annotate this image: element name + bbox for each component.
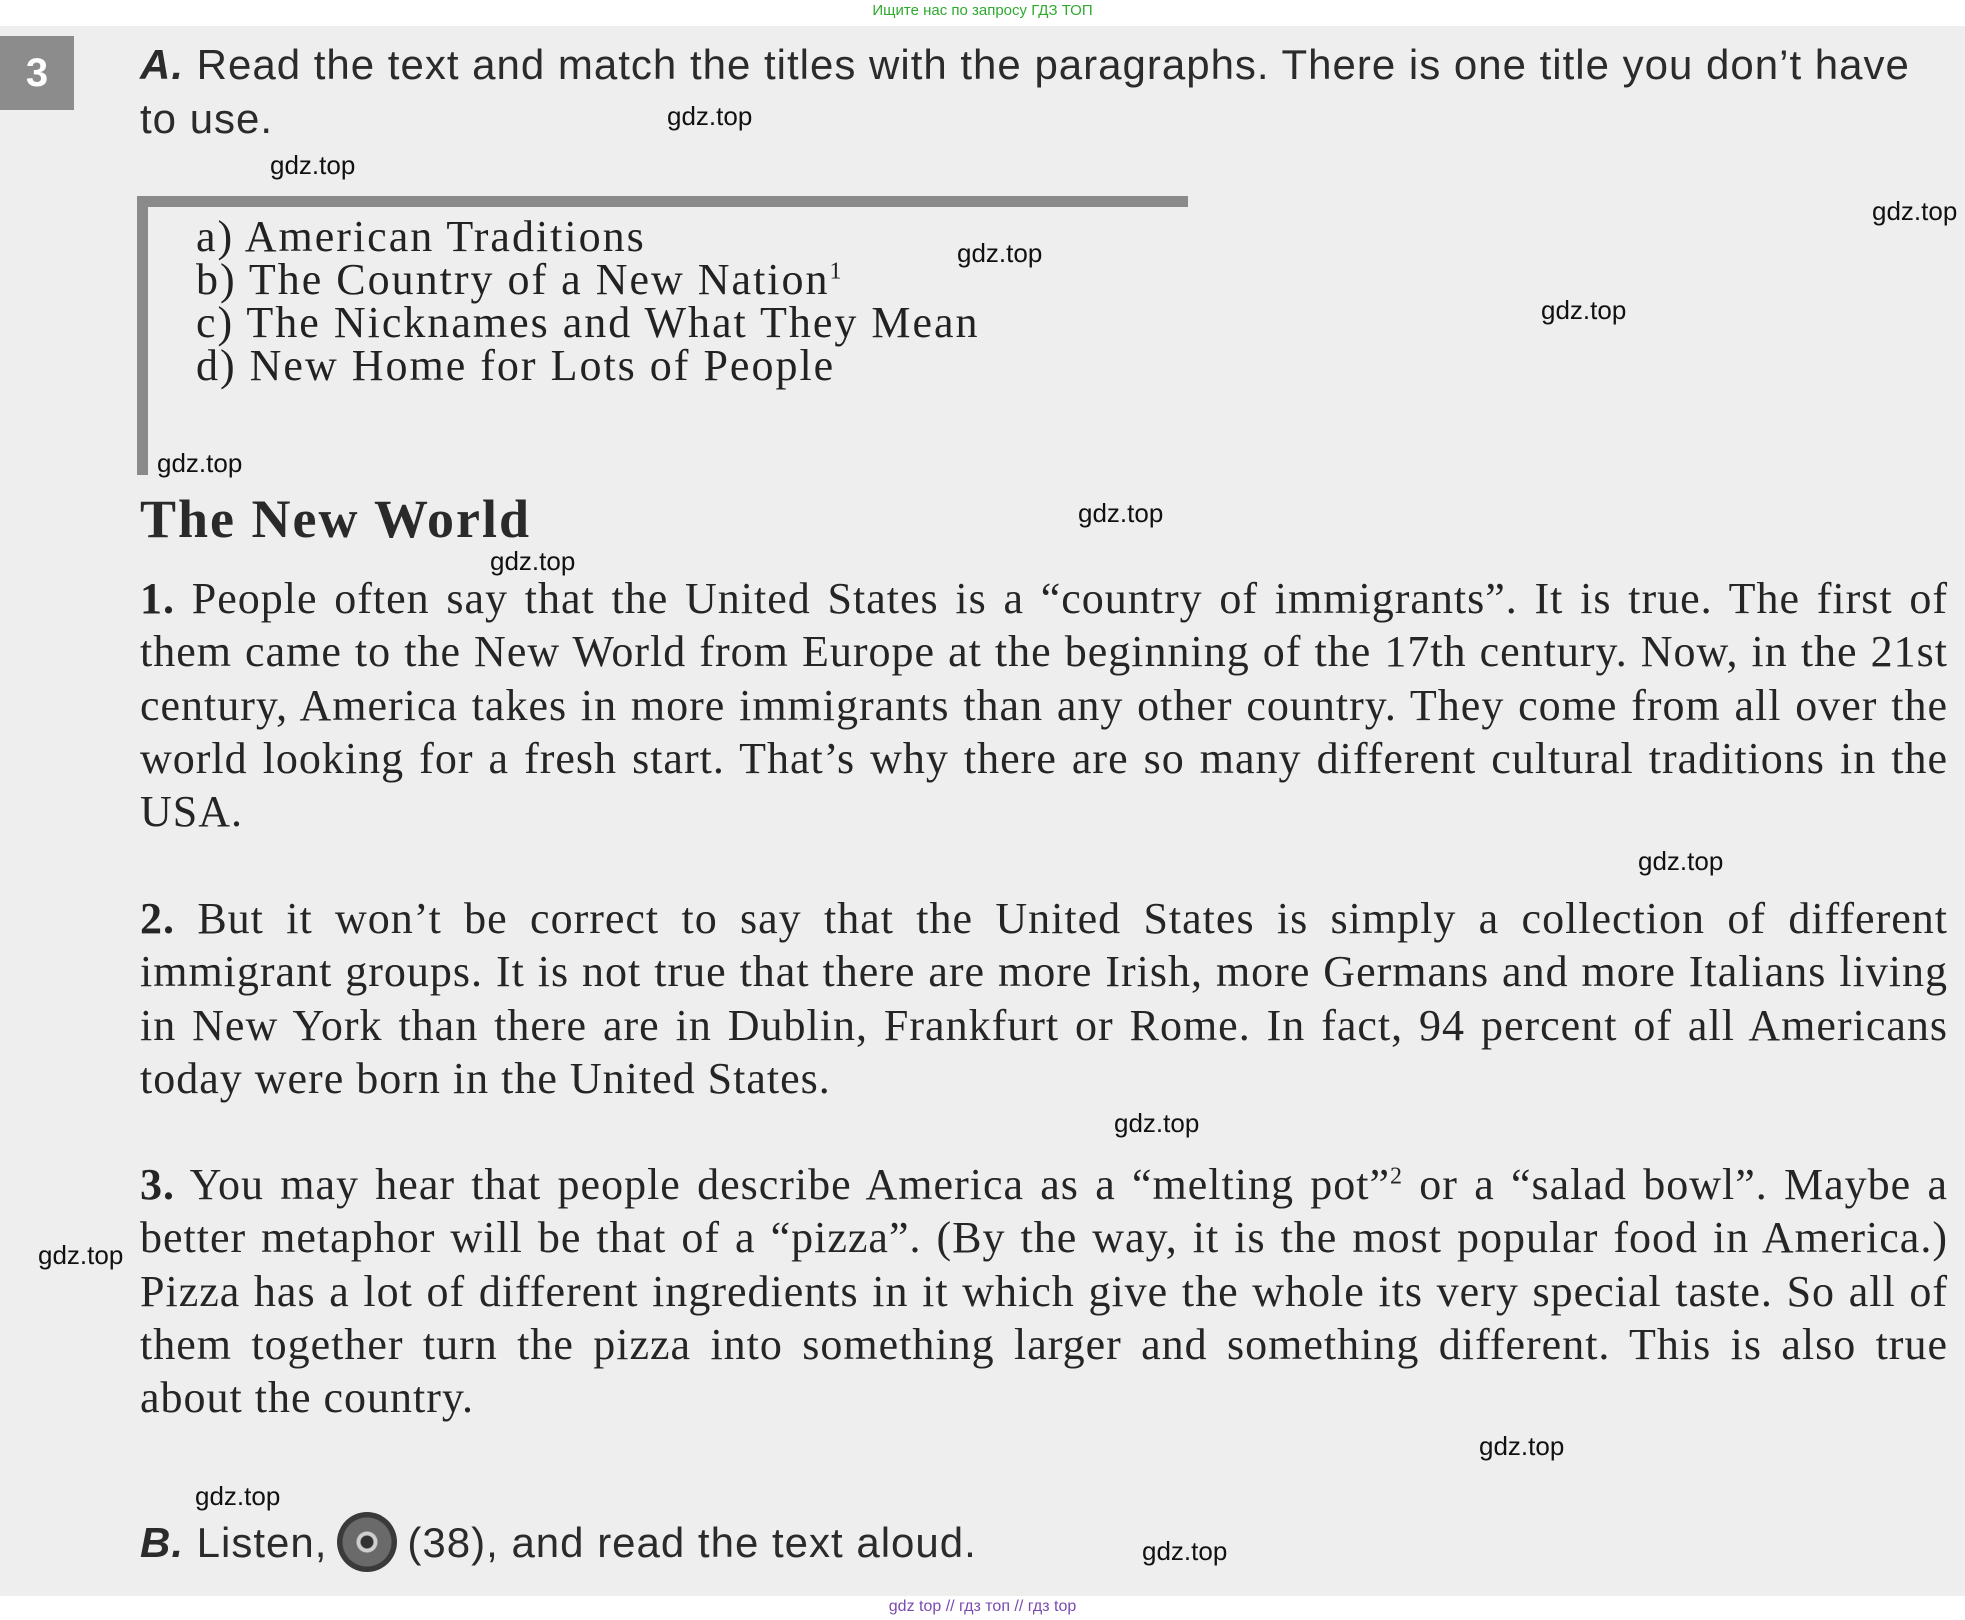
cd-icon[interactable] xyxy=(337,1512,397,1572)
watermark: gdz.top xyxy=(270,150,356,180)
top-banner[interactable]: Ищите нас по запросу ГДЗ ТОП xyxy=(872,2,1093,19)
watermark: gdz.top xyxy=(38,1240,124,1270)
paragraph-number: 2. xyxy=(140,894,175,943)
bottom-banner[interactable]: gdz top // гдз топ // гдз top xyxy=(888,1598,1077,1615)
watermark: gdz.top xyxy=(1638,846,1724,876)
watermark: gdz.top xyxy=(1142,1536,1228,1566)
title-option-b: b) The Country of a New Nation$^1$ xyxy=(196,255,844,304)
watermark: gdz.top xyxy=(1872,196,1958,226)
textbook-page xyxy=(0,26,1965,1596)
task-b-instruction: B. Listen, (38), and read the text aloud. xyxy=(140,1516,977,1576)
paragraph-2: 2. But it won’t be correct to say that the United States is simply a collection of different immigrant groups. It is not true that there are more Irish, more Germans and more Italians living in New York than there are in Dublin, Frankfurt or Rome. In fact, 94 percent of all Americans today were born in the United States. xyxy=(140,894,1948,1103)
paragraph-number: 3. xyxy=(140,1160,175,1209)
title-option-c: c) The Nicknames and What They Mean xyxy=(196,298,980,347)
watermark: gdz.top xyxy=(1114,1108,1200,1138)
paragraph-3: 3. You may hear that people describe America as a “melting pot”$^2$ or a “salad bowl”. Maybe a better metaphor will be that of a “pizza”. (By the way, it is the most popular food in America.) Pizza has a lot of different ingredients in it which give the whole its very special taste. So all of them together turn the pizza into something larger and something different. This is also true about the country. xyxy=(140,1160,1948,1423)
watermark: gdz.top xyxy=(490,546,576,576)
task-a-instruction xyxy=(140,38,1950,146)
paragraph-1: 1. People often say that the United States is a “country of immigrants”. It is true. The first of them came to the New World from Europe at the beginning of the 17th century. Now, in the 21st century, America takes in more immigrants than any other country. They come from all over the world looking for a fresh start. That’s why there are so many different cultural traditions in the USA. xyxy=(140,574,1949,837)
watermark: gdz.top xyxy=(195,1481,281,1511)
watermark: gdz.top xyxy=(1541,295,1627,325)
watermark: gdz.top xyxy=(1479,1431,1565,1461)
paragraph-number: 1. xyxy=(140,574,175,623)
task-a-label: A. xyxy=(140,41,184,88)
title-option-a: a) American Traditions xyxy=(196,212,646,261)
task-b-label: B. xyxy=(140,1519,184,1567)
watermark: gdz.top xyxy=(1078,498,1164,528)
footnote-marker: 1 xyxy=(829,258,844,285)
task-a-text: Read the text and match the titles with the paragraphs. There is one title you don’t have to use. xyxy=(140,41,1910,142)
article-heading: The New World xyxy=(140,489,532,549)
watermark: gdz.top xyxy=(157,448,243,478)
exercise-number-badge: 3 xyxy=(0,36,74,110)
watermark: gdz.top xyxy=(667,101,753,131)
watermark: gdz.top xyxy=(957,238,1043,268)
title-option-d: d) New Home for Lots of People xyxy=(196,341,836,390)
footnote-marker: 2 xyxy=(1390,1163,1403,1190)
